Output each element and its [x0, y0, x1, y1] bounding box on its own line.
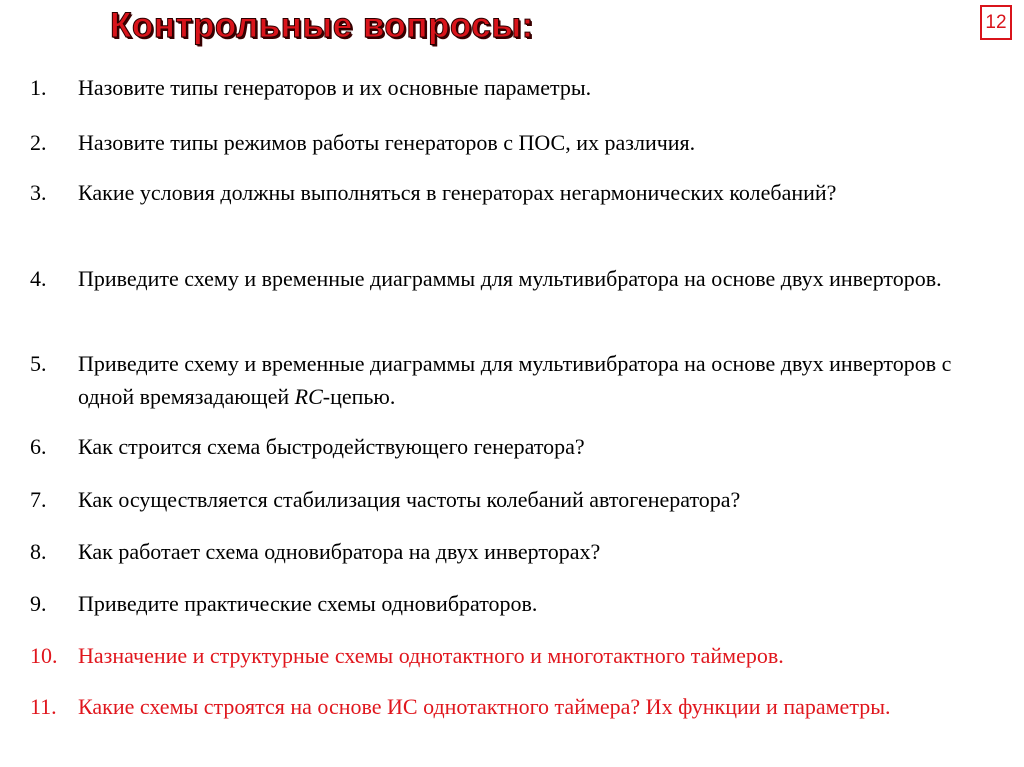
question-text-part: -цепью.	[322, 384, 396, 409]
question-number: 2.	[30, 130, 47, 155]
question-text: Как осуществляется стабилизация частоты колебаний автогенератора?	[78, 487, 741, 512]
question-text	[78, 347, 1005, 413]
question-number: 7.	[30, 487, 47, 512]
question-number: 9.	[30, 591, 47, 616]
slide-title: Контрольные вопросы:	[110, 6, 534, 45]
question-text: Как работает схема одновибратора на двух инверторах?	[78, 539, 601, 564]
page-number-badge: 12	[980, 5, 1012, 40]
question-number: 4.	[30, 266, 47, 291]
question-item	[30, 71, 1005, 104]
question-item-highlighted	[30, 690, 1005, 723]
question-text: Назначение и структурные схемы однотактного и многотактного таймеров.	[78, 643, 784, 668]
question-text: Как строится схема быстродействующего генератора?	[78, 434, 585, 459]
rc-italic-term: RC	[294, 384, 323, 409]
question-item	[30, 483, 1005, 516]
question-text: Приведите схему и временные диаграммы для мультивибратора на основе двух инверторов.	[78, 266, 942, 291]
question-item	[30, 126, 1005, 159]
question-number: 5.	[30, 351, 47, 376]
question-number: 11.	[30, 694, 57, 719]
question-item	[30, 262, 1005, 295]
question-number: 1.	[30, 75, 47, 100]
question-text: Назовите типы режимов работы генераторов с ПОС, их различия.	[78, 130, 696, 155]
question-item	[30, 176, 1005, 209]
question-number: 8.	[30, 539, 47, 564]
question-number: 3.	[30, 180, 47, 205]
question-number: 10.	[30, 643, 58, 668]
question-text: Назовите типы генераторов и их основные параметры.	[78, 75, 592, 100]
question-item	[30, 587, 1005, 620]
question-text-part: Приведите схему и временные диаграммы для мультивибратора на основе двух инверторов с одной времязадающей	[78, 351, 952, 409]
question-text: Какие схемы строятся на основе ИС однотактного таймера? Их функции и параметры.	[78, 694, 891, 719]
question-item	[30, 430, 1005, 463]
question-item-highlighted	[30, 639, 1005, 672]
question-text: Приведите практические схемы одновибраторов.	[78, 591, 538, 616]
question-item	[30, 347, 1005, 413]
question-number: 6.	[30, 434, 47, 459]
question-item	[30, 535, 1005, 568]
question-text: Какие условия должны выполняться в генераторах негармонических колебаний?	[78, 180, 837, 205]
